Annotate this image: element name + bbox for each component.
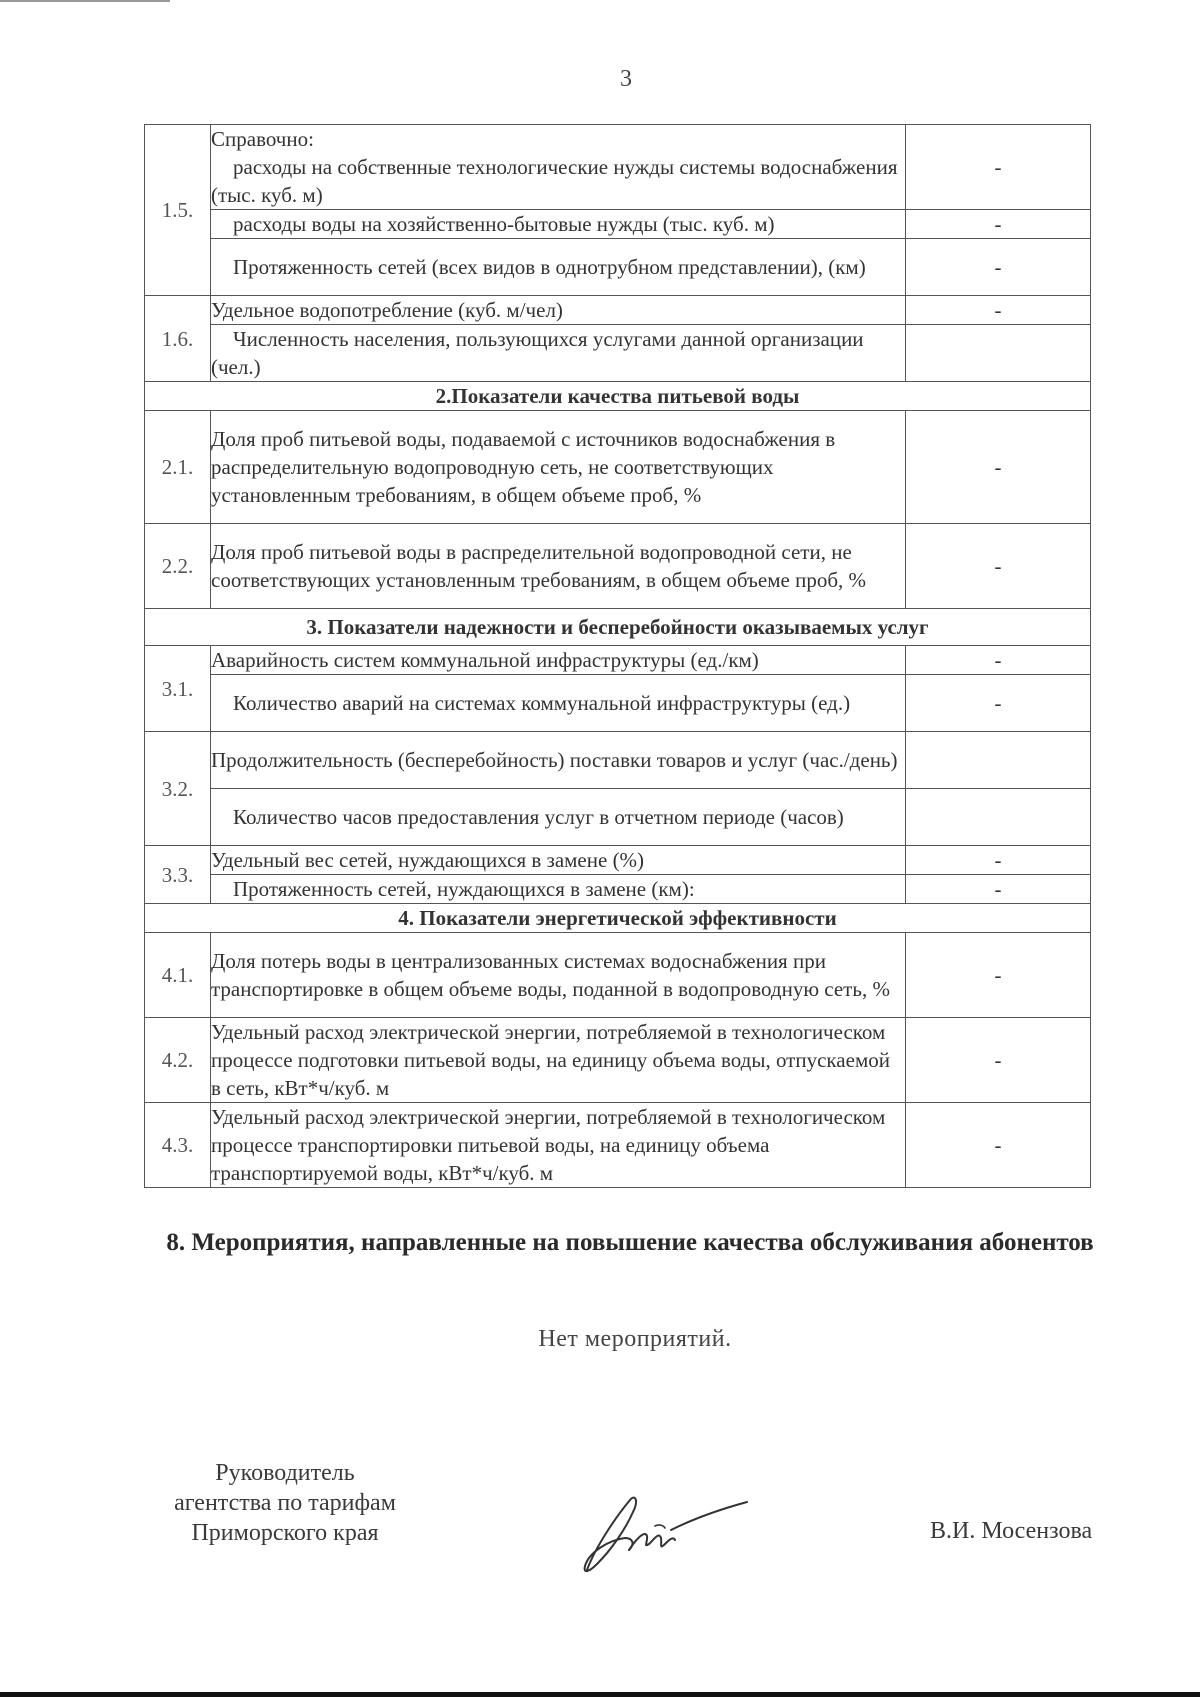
table-row — [145, 875, 1091, 904]
table-row — [145, 789, 1091, 846]
row-number: 2.1. — [145, 411, 211, 524]
table-row — [145, 732, 1091, 789]
indicator-value: - — [906, 675, 1091, 732]
signer-position-line: Приморского края — [191, 1520, 379, 1546]
section-header-row — [145, 382, 1091, 411]
table-row — [145, 1018, 1091, 1103]
table-row — [145, 675, 1091, 732]
indicator-name: Доля потерь воды в централизованных системах водоснабжения при транспортировке в общем объеме воды, поданной в водопроводную сеть, % — [211, 933, 906, 1018]
row-number: 4.3. — [145, 1103, 211, 1188]
scan-edge-mark — [0, 0, 170, 2]
indicator-name: Удельный вес сетей, нуждающихся в замене (%) — [211, 846, 906, 875]
indicator-name: Удельный расход электрической энергии, потребляемой в технологическом процессе транспортировки питьевой воды, на единицу объема транспортируемой воды, кВт*ч/куб. м — [211, 1103, 906, 1188]
table-row — [145, 846, 1091, 875]
indicator-name: Численность населения, пользующихся услугами данной организации (чел.) — [211, 325, 906, 382]
scan-bottom-edge — [0, 1692, 1200, 1697]
indicator-value: - — [906, 239, 1091, 296]
indicator-name: Удельный расход электрической энергии, потребляемой в технологическом процессе подготовки питьевой воды, на единицу объема воды, отпускаемой в сеть, кВт*ч/куб. м — [211, 1018, 906, 1103]
handwritten-signature-icon — [575, 1478, 755, 1578]
indicator-value — [906, 789, 1091, 846]
signer-position-line: Руководитель — [215, 1460, 355, 1486]
indicator-value: - — [906, 875, 1091, 904]
section-header-row — [145, 904, 1091, 933]
row-number: 4.2. — [145, 1018, 211, 1103]
indicator-value: - — [906, 646, 1091, 675]
indicator-name: Доля проб питьевой воды в распределительной водопроводной сети, не соответствующих установленным требованиям, в общем объеме проб, % — [211, 524, 906, 609]
indicator-name — [211, 125, 906, 210]
table-row — [145, 646, 1091, 675]
row-number: 2.2. — [145, 524, 211, 609]
signer-name: В.И. Мосензова — [930, 1518, 1093, 1544]
table-row — [145, 1103, 1091, 1188]
row-number: 3.3. — [145, 846, 211, 904]
section-title: 4. Показатели энергетической эффективности — [145, 904, 1091, 933]
indicator-name: Продолжительность (бесперебойность) поставки товаров и услуг (час./день) — [211, 732, 906, 789]
indicator-name: Протяженность сетей (всех видов в однотрубном представлении), (км) — [211, 239, 906, 296]
indicator-name: Количество часов предоставления услуг в отчетном периоде (часов) — [211, 789, 906, 846]
section-title: 2.Показатели качества питьевой воды — [145, 382, 1091, 411]
indicator-name: Аварийность систем коммунальной инфраструктуры (ед./км) — [211, 646, 906, 675]
table-row — [145, 411, 1091, 524]
table-row — [145, 296, 1091, 325]
indicators-table — [144, 124, 1091, 1188]
section-body-text: Нет мероприятий. — [538, 1326, 732, 1352]
indicator-value: - — [906, 1103, 1091, 1188]
signer-position — [140, 1458, 430, 1548]
indicator-reference-label: Справочно: — [211, 127, 314, 151]
indicator-value: - — [906, 933, 1091, 1018]
indicator-name: Удельное водопотребление (куб. м/чел) — [211, 296, 906, 325]
page-number: 3 — [620, 66, 632, 92]
indicator-value — [906, 325, 1091, 382]
row-number: 3.2. — [145, 732, 211, 846]
indicator-name: Доля проб питьевой воды, подаваемой с источников водоснабжения в распределительную водопроводную сеть, не соответствующих установленным требованиям, в общем объеме проб, % — [211, 411, 906, 524]
indicator-value: - — [906, 846, 1091, 875]
indicator-name: расходы воды на хозяйственно-бытовые нужды (тыс. куб. м) — [211, 210, 906, 239]
signer-position-line: агентства по тарифам — [174, 1490, 396, 1516]
indicator-value: - — [906, 1018, 1091, 1103]
table-row — [145, 325, 1091, 382]
indicator-value: - — [906, 210, 1091, 239]
section-header-row — [145, 609, 1091, 646]
indicator-value: - — [906, 524, 1091, 609]
section-title: 3. Показатели надежности и бесперебойности оказываемых услуг — [145, 609, 1091, 646]
indicator-text: расходы на собственные технологические нужды системы водоснабжения (тыс. куб. м) — [211, 155, 898, 207]
indicator-value — [906, 732, 1091, 789]
indicator-name: Количество аварий на системах коммунальной инфраструктуры (ед.) — [211, 675, 906, 732]
indicator-value: - — [906, 125, 1091, 210]
section-heading: 8. Мероприятия, направленные на повышение качества обслуживания абонентов — [166, 1229, 1094, 1256]
table-row — [145, 239, 1091, 296]
indicator-value: - — [906, 411, 1091, 524]
table-row — [145, 210, 1091, 239]
row-number: 4.1. — [145, 933, 211, 1018]
indicator-name: Протяженность сетей, нуждающихся в замене (км): — [211, 875, 906, 904]
row-number: 1.6. — [145, 296, 211, 382]
table-row — [145, 933, 1091, 1018]
row-number: 3.1. — [145, 646, 211, 732]
row-number: 1.5. — [145, 125, 211, 296]
indicator-value: - — [906, 296, 1091, 325]
table-row — [145, 125, 1091, 210]
table-row — [145, 524, 1091, 609]
